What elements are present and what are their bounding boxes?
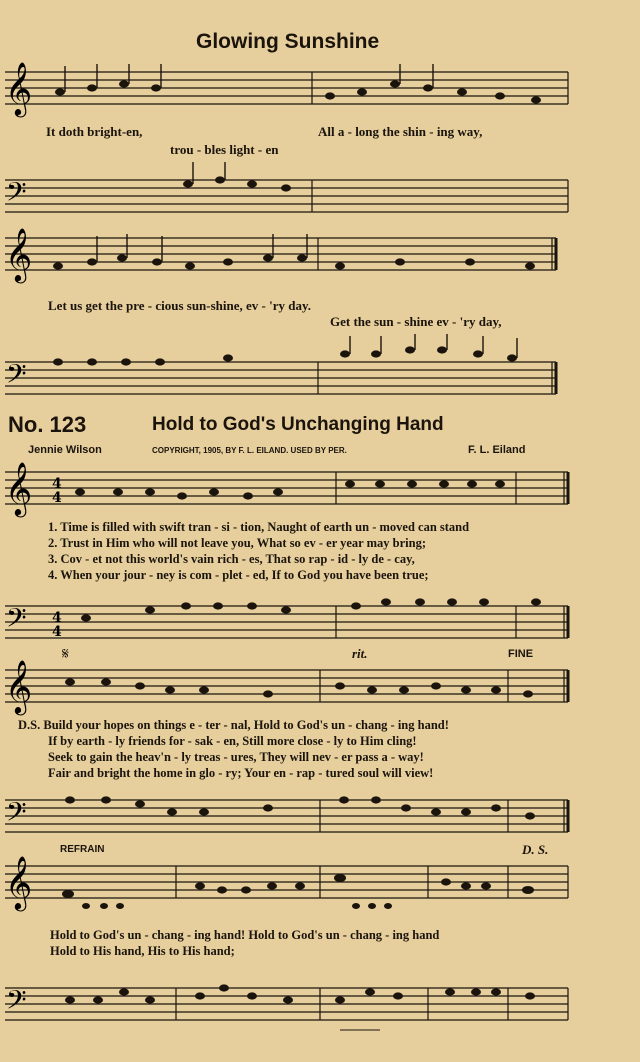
verse-4: 4. When your jour - ney is com - plet - ed, If to God you have been true; [48,568,429,582]
svg-text:𝄞: 𝄞 [5,62,33,115]
svg-text:𝄞: 𝄞 [5,228,33,281]
refrain-label: REFRAIN [60,844,105,855]
svg-text:𝄢: 𝄢 [6,796,27,834]
staff-treble-1 [0,62,640,122]
song1-title: Glowing Sunshine [196,30,380,53]
svg-text:4: 4 [52,610,62,626]
svg-text:𝄞: 𝄞 [5,462,33,515]
svg-text:𝄢: 𝄢 [6,984,27,1022]
svg-text:4: 4 [52,624,62,640]
ds-verse-2: If by earth - ly friends for - sak - en, Still more close - ly to Him cling! [48,734,417,748]
rit-mark: rit. [352,646,368,661]
refrain-line-1: Hold to God's un - chang - ing hand! Hold to God's un - chang - ing hand [50,928,440,942]
song1-lyric-1: It doth bright-en, [46,124,143,139]
song-number: No. 123 [8,412,87,437]
staff-treble-4 [0,660,640,716]
verse-2: 2. Trust in Him who will not leave you, What so ev - er year may bring; [48,536,427,550]
author: Jennie Wilson [28,444,102,456]
fine-mark: FINE [508,648,534,660]
copyright: COPYRIGHT, 1905, BY F. L. EILAND. USED BY PER. [152,446,347,455]
song1-lyric-5: Get the sun - shine ev - 'ry day, [330,314,502,329]
svg-text:𝄢: 𝄢 [6,176,27,214]
verse-3: 3. Cov - et not this world's vain rich - es, That so rap - id - ly de - cay, [48,552,415,566]
refrain-line-2: Hold to His hand, His to His hand; [50,944,235,958]
ds-verse-3: Seek to gain the heav'n - ly treas - ures, They will nev - er pass a - way! [48,750,424,764]
staff-treble-2 [0,228,640,288]
svg-text:𝄢: 𝄢 [6,602,27,640]
ds-mark: D. S. [522,842,549,857]
svg-text:4: 4 [52,476,62,492]
svg-text:𝄞: 𝄞 [5,856,33,909]
staff-bass-4 [0,786,640,842]
staff-bass-2 [0,334,640,406]
segno-mark: 𝄋 [62,644,69,663]
ds-verse-1: D.S. Build your hopes on things e - ter - nal, Hold to God's un - chang - ing hand! [18,718,449,732]
svg-text:𝄢: 𝄢 [6,358,27,396]
svg-text:𝄞: 𝄞 [5,660,33,713]
song2-title: Hold to God's Unchanging Hand [152,414,444,435]
staff-bass-1 [0,160,640,220]
song1-lyric-4: Let us get the pre - cious sun-shine, ev - 'ry day. [48,298,312,313]
svg-text:4: 4 [52,490,62,506]
staff-bass-5 [0,962,640,1034]
verse-1: 1. Time is filled with swift tran - si - tion, Naught of earth un - moved can stand [48,520,470,534]
staff-treble-3 [0,462,640,518]
song1-lyric-3: trou - bles light - en [170,142,279,157]
composer: F. L. Eiland [468,444,526,456]
staff-bass-3 [0,588,640,644]
staff-treble-5 [0,856,640,920]
ds-verse-4: Fair and bright the home in glo - ry; Your en - rap - tured soul will view! [48,766,434,780]
song1-lyric-2: All a - long the shin - ing way, [318,124,483,139]
